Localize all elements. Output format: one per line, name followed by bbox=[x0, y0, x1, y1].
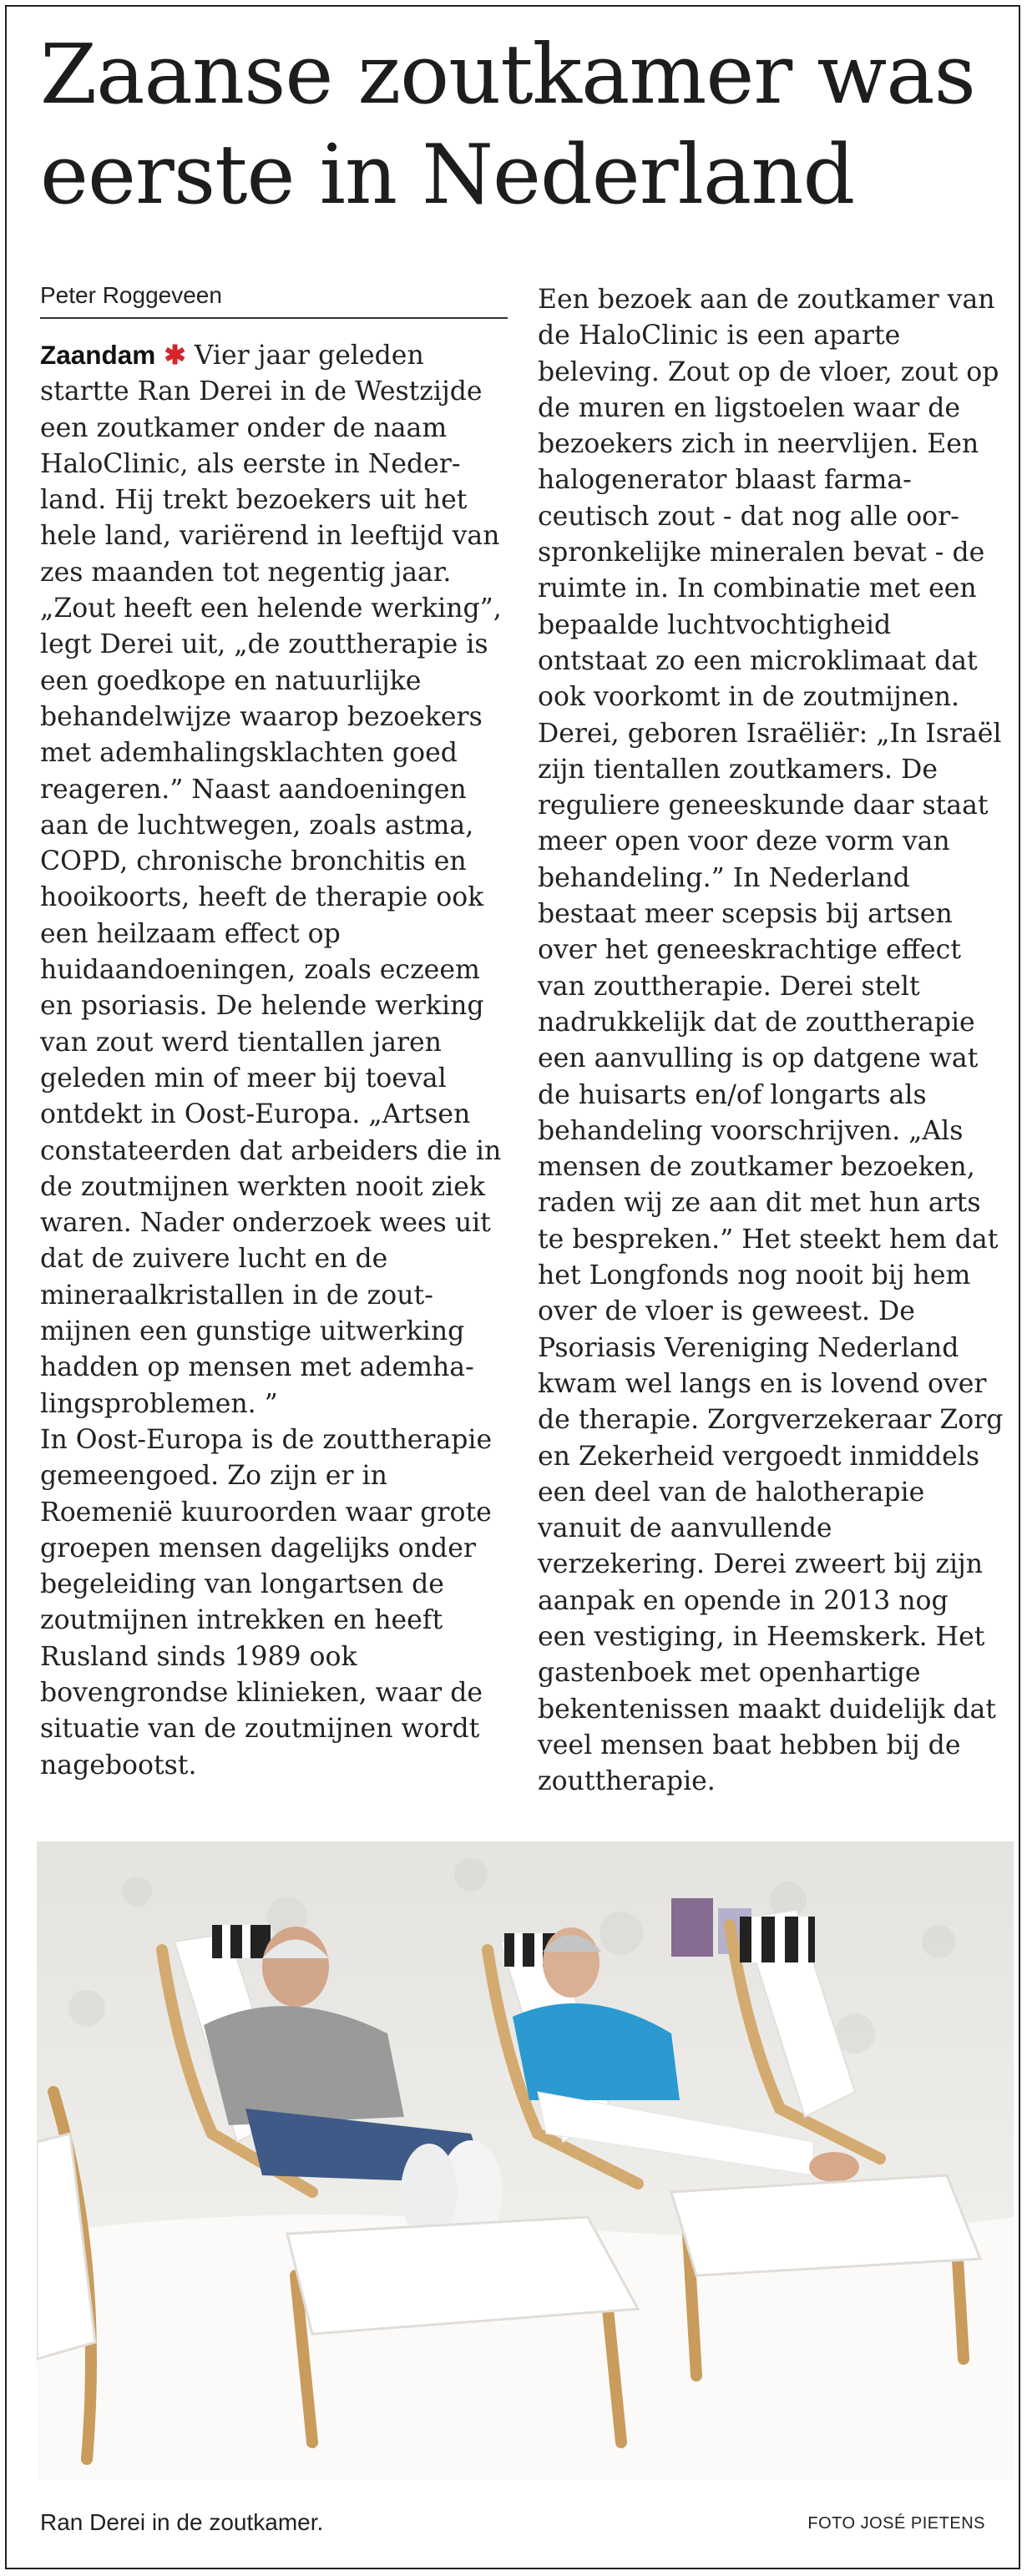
photo-credit: FOTO JOSÉ PIETENS bbox=[807, 2514, 985, 2533]
paragraph-3: Een bezoek aan de zoutkamer van de HaloClinic is een aparte beleving. Zout op de vloer, zout op de muren en ligstoelen waar de bezoekers zich in neervlijen. Een halogenerator blaast farmaceutisch zout - dat nog alle oorspronkelijke mineralen bevat - de ruimte in. In combinatie met een bepaalde luchtvochtigheid ontstaat zo een microklimaat dat ook voorkomt in de zoutmijnen. Derei, geboren Israëliër: „In Israël zijn tientallen zoutkamers. De reguliere geneeskunde daar staat meer open voor deze vorm van behandeling.” In Nederland bestaat meer scepsis bij artsen over het geneeskrachtige effect van zouttherapie. Derei stelt nadrukkelijk dat de zouttherapie een aanvulling is op datgene wat de huisarts en/of longarts als behandeling voorschrijven. „Als mensen de zoutkamer bezoeken, raden wij ze aan dit met hun arts te bespreken.” Het steekt hem dat het Longfonds nog nooit bij hem over de vloer is geweest. De Psoriasis Vereniging Nederland kwam wel langs en is lovend over de therapie. Zorgverzekeraar Zorg en Zekerheid vergoedt inmiddels een deel van de halotherapie vanuit de aanvullende verzekering. Derei zweert bij zijn aanpak en opende in 2013 nog een vestiging, in Heemskerk. Het gastenboek met openhartige bekentenissen maakt duidelijk dat veel mensen baat hebben bij de zouttherapie. bbox=[538, 285, 1004, 1797]
salt-room-illustration bbox=[37, 1841, 1014, 2480]
article-frame bbox=[5, 5, 1020, 2569]
photo-caption: Ran Derei in de zoutkamer. bbox=[40, 2509, 324, 2535]
right-column bbox=[538, 282, 1004, 1800]
byline: Peter Roggeveen bbox=[40, 279, 508, 319]
paragraph-1-text: Vier jaar geleden startte Ran Derei in de Westzijde een zoutkamer onder de naam HaloClinic, als eerste in Nederland. Hij trekt bezoekers uit het hele land, variërend in leeftijd van zes maanden tot negentig jaar. „Zout heeft een helende werking”, legt Derei uit, „de zouttherapie is een goedkope en natuurlijke behandelwijze waarop bezoekers met ademhalingsklachten goed reageren.” Naast aandoeningen aan de luchtwegen, zoals astma, COPD, chronische bronchitis en hooikoorts, heeft de therapie ook een heilzaam effect op huidaandoeningen, zoals eczeem en psoriasis. De helende werking van zout werd tientallen jaren geleden min of meer bij toeval ontdekt in Oost-Europa. „Artsen constateerden dat arbeiders die in de zoutmijnen werkten nooit ziek waren. Nader onderzoek wees uit dat de zuivere lucht en de mineraalkristallen in de zoutmijnen een gunstige uitwerking hadden op mensen met ademhalingsproblemen. ” bbox=[40, 341, 502, 1419]
headline-line-2: eerste in Nederland bbox=[40, 128, 855, 223]
dateline-asterisk-icon: ✱ bbox=[164, 340, 186, 370]
left-column bbox=[40, 279, 508, 1784]
paragraph-2: In Oost-Europa is de zouttherapie gemeengoed. Zo zijn er in Roemenië kuuroorden waar grote groepen mensen dagelijks onder begeleiding van longartsen de zoutmijnen intrekken en heeft Rusland sinds 1989 ook bovengrondse klinieken, waar de situatie van de zoutmijnen wordt nagebootst. bbox=[40, 1424, 493, 1780]
headline-line-1: Zaanse zoutkamer was bbox=[40, 28, 975, 123]
headline bbox=[40, 25, 1009, 225]
dateline: Zaandam bbox=[40, 340, 156, 370]
article-photo bbox=[37, 1841, 1014, 2480]
paragraph-1 bbox=[40, 337, 508, 1422]
